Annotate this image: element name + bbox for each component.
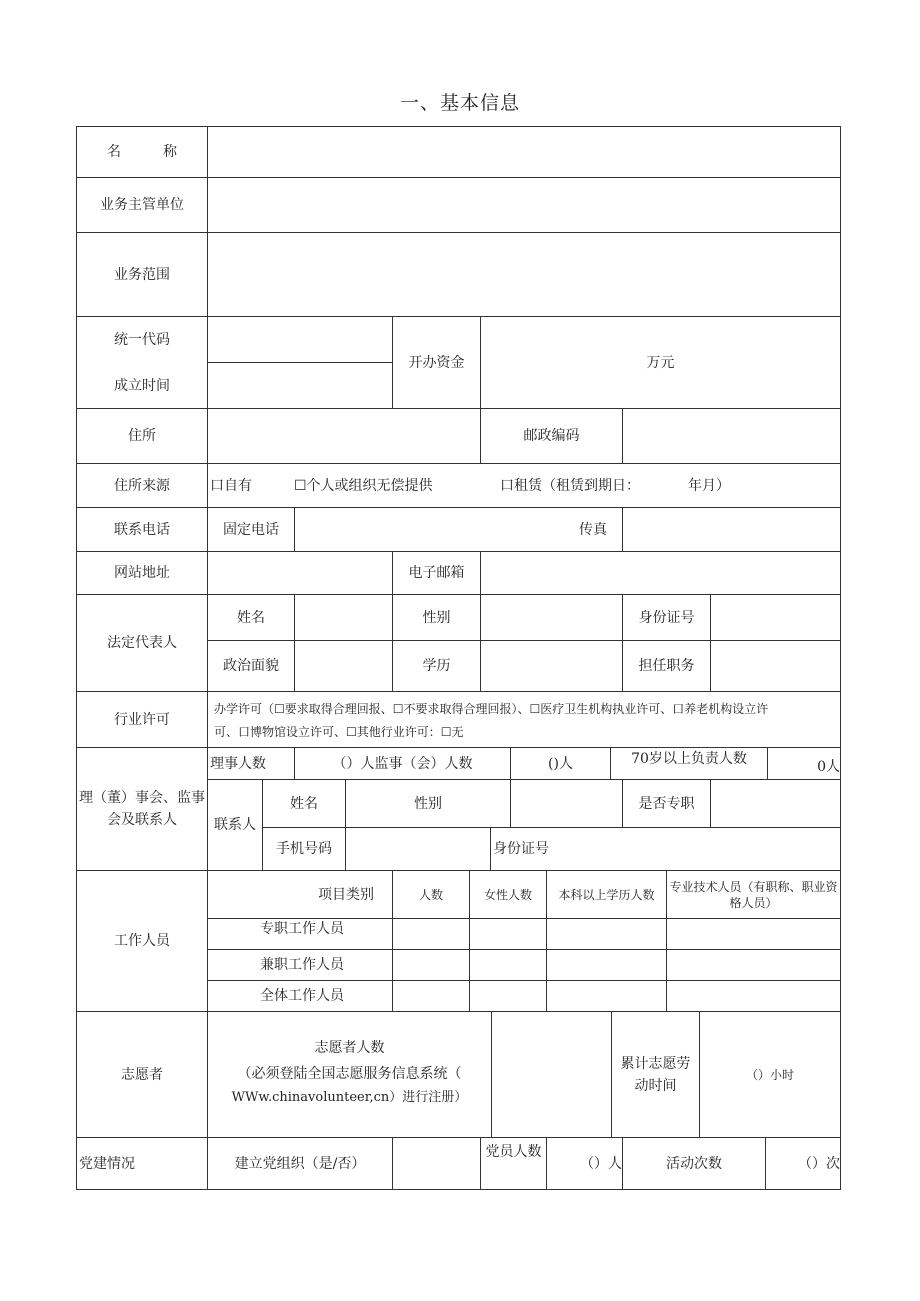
- council-label: 理（董）事会、监事会及联系人: [79, 790, 205, 828]
- fax-label: 传真: [579, 521, 607, 538]
- party-label: 党建情况: [79, 1156, 135, 1172]
- option-free-checkbox[interactable]: ☐个人或组织无偿提供: [294, 477, 433, 494]
- over70-value[interactable]: 0人: [817, 758, 840, 775]
- staff-header-female: 女性人数: [483, 887, 532, 902]
- supervisors-count-value[interactable]: ()人: [548, 755, 573, 772]
- staff-row-parttime: 兼职工作人员: [260, 957, 344, 973]
- postal-code-label: 邮政编码: [523, 428, 580, 444]
- legal-rep-gender-label: 性别: [422, 609, 451, 626]
- staff-row-fulltime: 专职工作人员: [260, 920, 344, 937]
- capital-unit[interactable]: 万元: [646, 354, 675, 371]
- license-label: 行业许可: [114, 711, 170, 728]
- staff-row-total: 全体工作人员: [260, 988, 344, 1004]
- contact-id-label: 身份证号: [493, 841, 549, 857]
- fulltime-label: 是否专职: [638, 795, 695, 812]
- established-field[interactable]: [208, 363, 392, 408]
- party-org-label: 建立党组织（是/否）: [234, 1156, 366, 1172]
- name-field[interactable]: [208, 127, 840, 177]
- credit-code-label: 统一代码: [114, 331, 170, 348]
- fixed-phone-label: 固定电话: [223, 521, 279, 538]
- address-field[interactable]: [208, 409, 480, 463]
- mobile-label: 手机号码: [276, 841, 332, 857]
- party-activities-label: 活动次数: [666, 1156, 722, 1172]
- postal-code-field[interactable]: [623, 409, 840, 463]
- capital-label: 开办资金: [408, 354, 465, 371]
- legal-rep-political-label: 政治面貌: [223, 658, 279, 674]
- license-options-line2[interactable]: 可、口博物馆设立许可、☐其他行业许可：☐无: [214, 725, 464, 739]
- party-org-field[interactable]: [393, 1138, 480, 1190]
- legal-rep-id-label: 身份证号: [638, 609, 695, 626]
- legal-rep-position-label: 担任职务: [638, 658, 695, 674]
- established-label: 成立时间: [114, 377, 170, 394]
- website-field[interactable]: [208, 552, 392, 594]
- option-rent-checkbox[interactable]: 口租赁（租赁到期日：: [500, 477, 640, 494]
- volunteer-count-label: 志愿者人数: [314, 1040, 385, 1056]
- staff-label: 工作人员: [114, 933, 170, 949]
- contact-label: 联系人: [214, 817, 256, 833]
- scope-field[interactable]: [208, 233, 840, 316]
- license-options-line1[interactable]: 办学许可（☐要求取得合理回报、☐不要求取得合理回报）、☐医疗卫生机构执业许可、口养老机构设立许: [214, 702, 769, 716]
- address-source-label: 住所来源: [114, 477, 170, 494]
- directors-count-value[interactable]: （）人监事（会）人数: [332, 755, 473, 772]
- party-activities-value[interactable]: （）次: [798, 1156, 840, 1172]
- legal-rep-name-label: 姓名: [237, 609, 265, 626]
- phone-label: 联系电话: [114, 521, 170, 538]
- volunteer-hours-label: 累计志愿劳动时间: [620, 1055, 691, 1094]
- staff-header-professional: 专业技术人员（有职称、职业资格人员）: [669, 879, 838, 910]
- option-own-checkbox[interactable]: 口自有: [210, 477, 252, 494]
- staff-header-category: 项目类别: [318, 886, 374, 903]
- staff-header-count: 人数: [418, 887, 443, 902]
- party-members-label: 党员人数: [485, 1144, 542, 1160]
- volunteer-count-url: WWw.chinavolunteer,cn）进行注册）: [231, 1090, 468, 1105]
- supervisor-field[interactable]: [208, 178, 840, 232]
- staff-header-bachelor: 本科以上学历人数: [558, 887, 655, 902]
- volunteer-hours-value[interactable]: （）小时: [745, 1067, 794, 1082]
- email-field[interactable]: [481, 552, 840, 594]
- fixed-phone-field[interactable]: [295, 508, 565, 551]
- supervisor-label: 业务主管单位: [100, 197, 184, 213]
- contact-name-label: 姓名: [290, 795, 318, 812]
- fax-field[interactable]: [623, 508, 840, 551]
- contact-gender-label: 性别: [414, 795, 442, 812]
- website-label: 网站地址: [114, 565, 170, 581]
- volunteer-count-field[interactable]: [492, 1012, 611, 1137]
- directors-count-label: 理事人数: [210, 755, 266, 772]
- scope-label: 业务范围: [114, 266, 170, 283]
- email-label: 电子邮箱: [408, 565, 465, 581]
- credit-code-field[interactable]: [208, 317, 392, 362]
- name-label: 名 称: [107, 144, 177, 160]
- rent-expiry-tail: 年月）: [688, 477, 730, 494]
- address-label: 住所: [128, 428, 156, 444]
- volunteer-label: 志愿者: [121, 1066, 163, 1083]
- over70-label: 70岁以上负责人数: [631, 751, 747, 767]
- page-title: 一、基本信息: [399, 92, 520, 114]
- party-members-value[interactable]: （）人: [580, 1156, 622, 1172]
- legal-rep-education-label: 学历: [422, 658, 451, 674]
- legal-rep-label: 法定代表人: [107, 635, 177, 651]
- volunteer-count-note: （必须登陆全国志愿服务信息系统（: [237, 1066, 462, 1082]
